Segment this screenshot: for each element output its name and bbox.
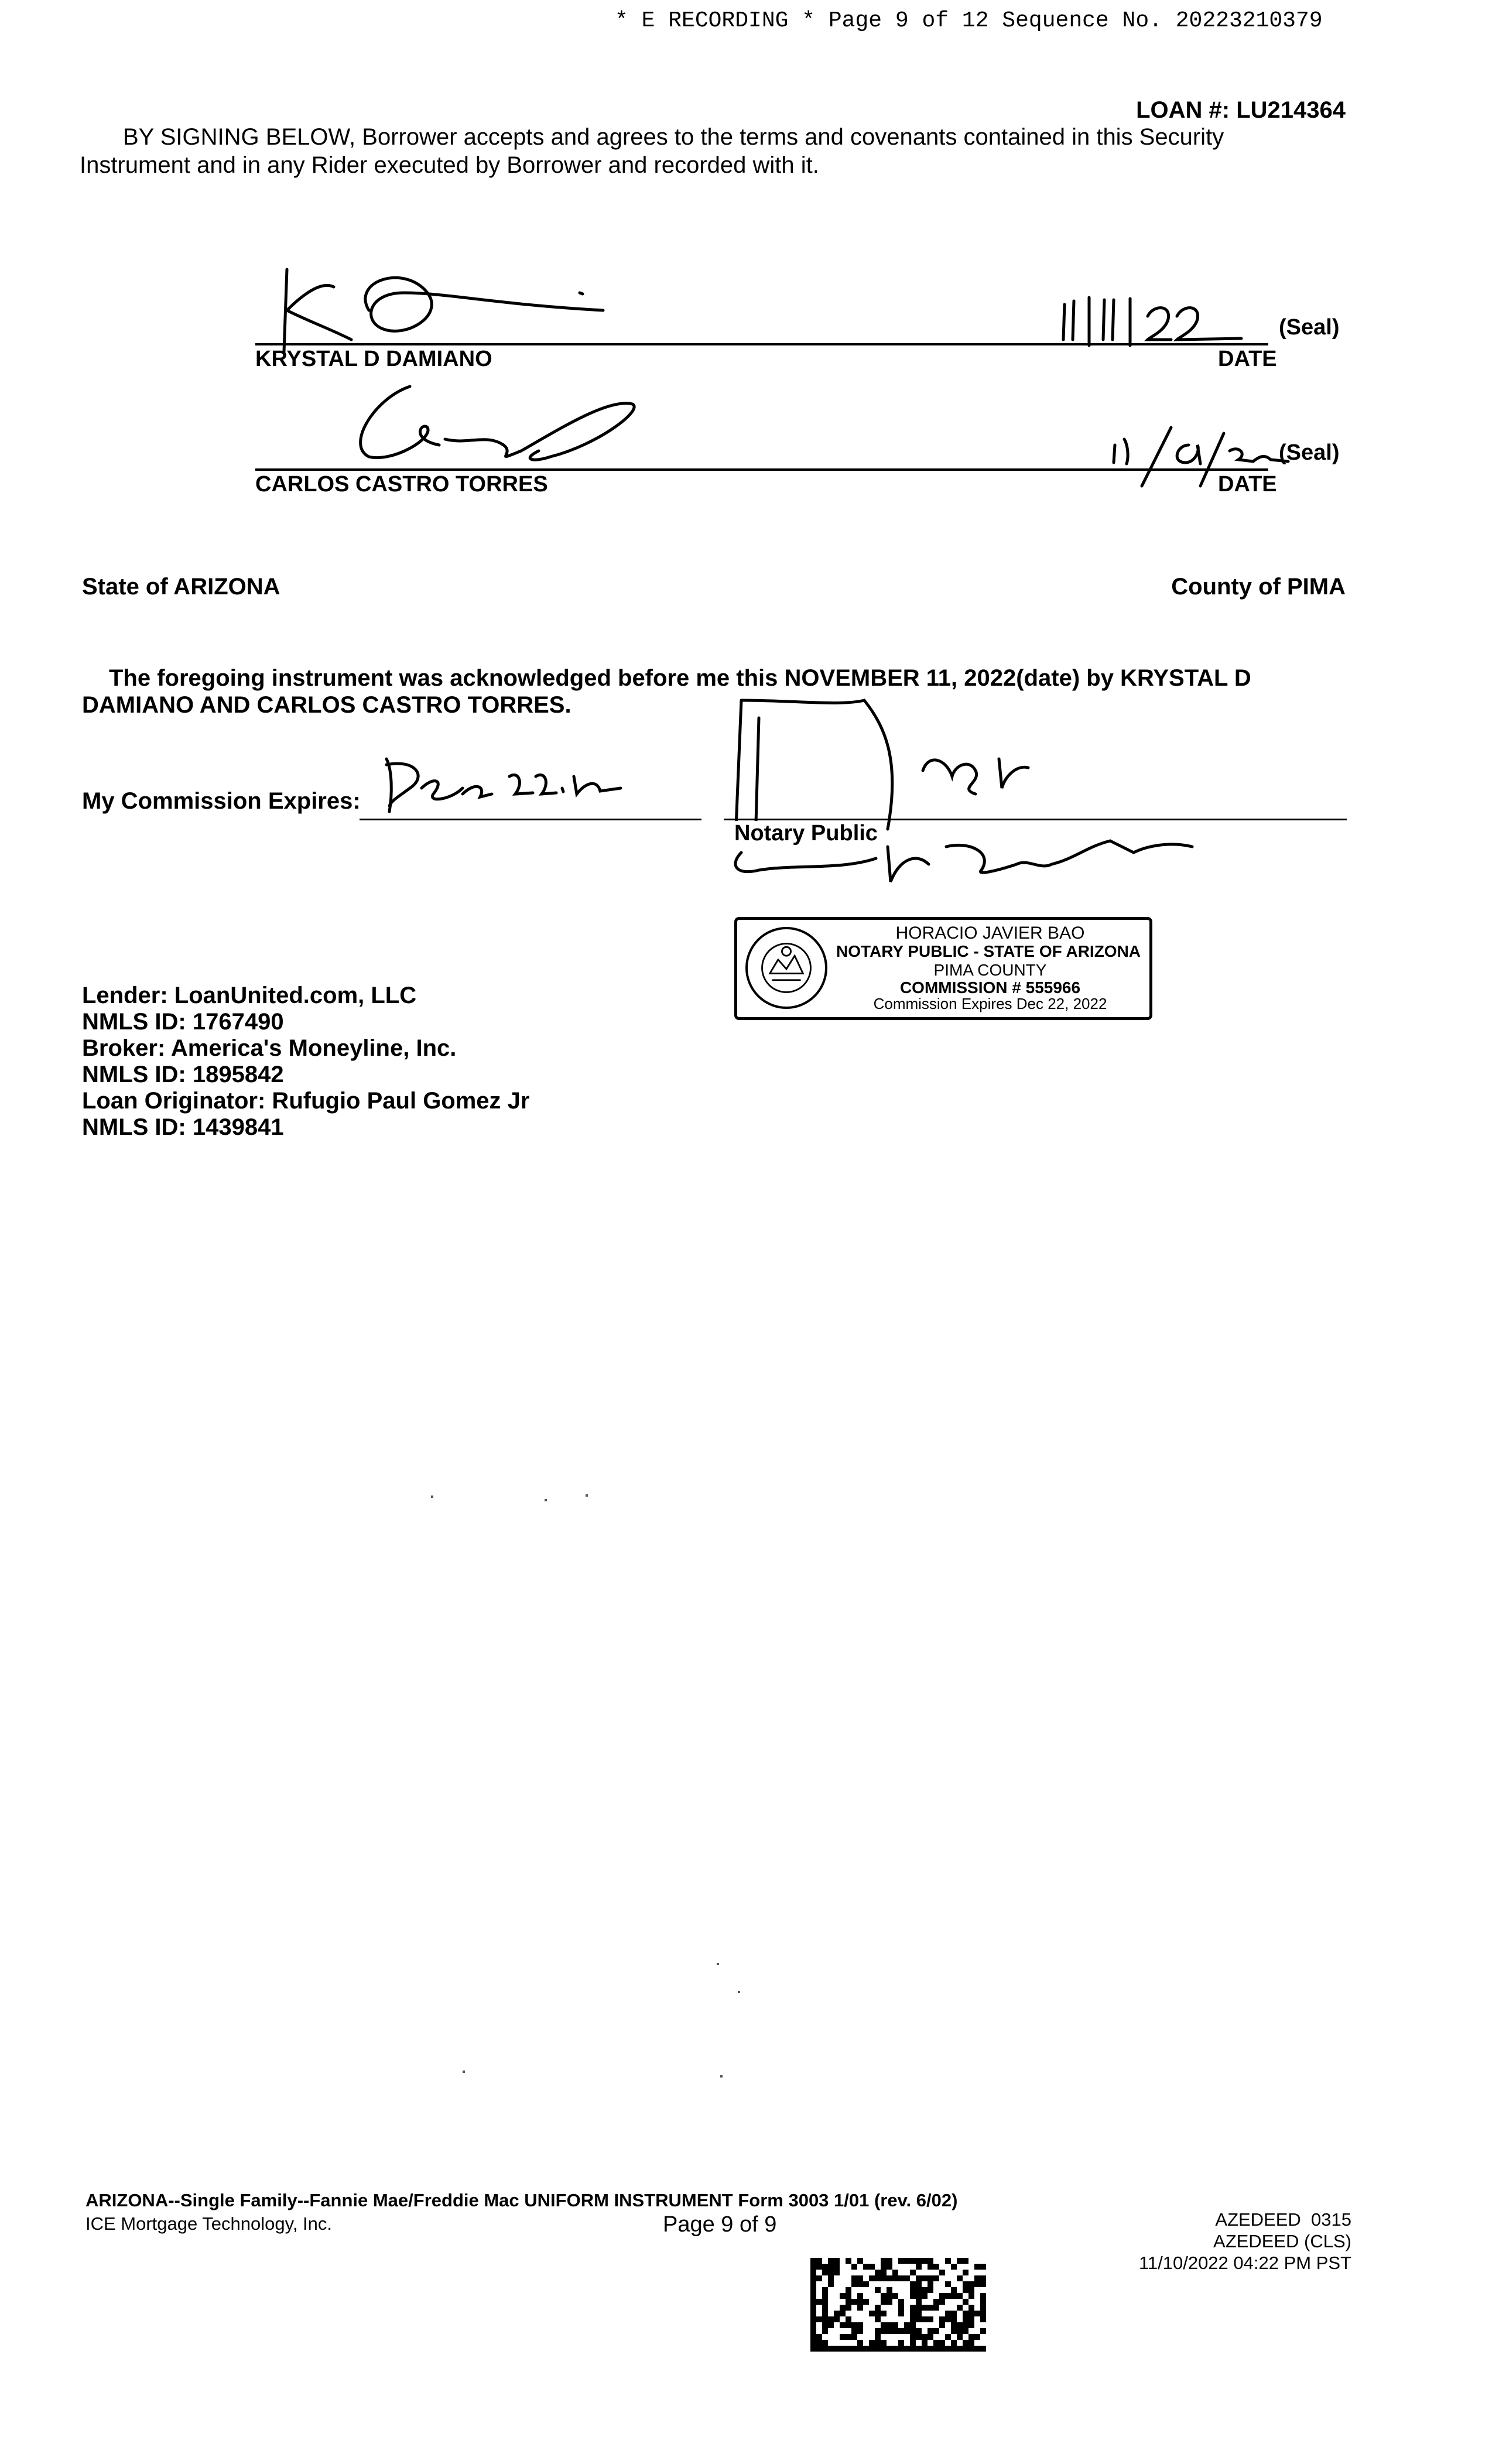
footer-page: Page 9 of 9	[663, 2212, 777, 2237]
footer-codes	[1139, 2209, 1351, 2274]
stamp-expires: Commission Expires Dec 22, 2022	[873, 995, 1107, 1012]
broker-name: Broker: America's Moneyline, Inc.	[82, 1035, 457, 1061]
seal-label-1: (Seal)	[1279, 315, 1340, 340]
scan-speck	[463, 2071, 465, 2073]
state-label: State of ARIZONA	[82, 574, 280, 600]
loan-originator: Loan Originator: Rufugio Paul Gomez Jr	[82, 1088, 530, 1114]
borrower-date-1	[1054, 293, 1241, 357]
notary-title: Notary Public	[732, 821, 880, 846]
date-label-1: DATE	[1218, 347, 1277, 371]
barcode-icon	[810, 2258, 986, 2352]
stamp-notary-name: HORACIO JAVIER BAO	[895, 923, 1085, 943]
stamp-county: PIMA COUNTY	[933, 961, 1047, 979]
scan-speck	[586, 1494, 588, 1497]
footer-form-line: ARIZONA--Single Family--Fannie Mae/Freddie Mac UNIFORM INSTRUMENT Form 3003 1/01 (rev. 6/02)	[85, 2190, 958, 2210]
loan-number: LOAN #: LU214364	[1136, 97, 1346, 123]
scan-speck	[738, 1991, 740, 1993]
acknowledgment-line-1: The foregoing instrument was acknowledged before me this NOVEMBER 11, 2022(date) by KRYSTAL D	[109, 665, 1251, 691]
footer-code-2: AZEDEED (CLS)	[1213, 2231, 1351, 2251]
signature-line-2	[255, 468, 1268, 471]
footer-timestamp: 11/10/2022 04:22 PM PST	[1138, 2253, 1351, 2273]
seal-label-2: (Seal)	[1279, 440, 1340, 465]
lender-name: Lender: LoanUnited.com, LLC	[82, 983, 417, 1008]
borrower-signature-2	[328, 375, 656, 468]
intro-line-2: Instrument and in any Rider executed by Borrower and recorded with it.	[80, 152, 819, 178]
footer-code-1: AZEDEED 0315	[1215, 2209, 1351, 2230]
scan-speck	[431, 1495, 433, 1498]
stamp-commission: COMMISSION # 555966	[899, 978, 1081, 997]
broker-nmls: NMLS ID: 1895842	[82, 1062, 284, 1087]
recording-header: * E RECORDING * Page 9 of 12 Sequence No. 20223210379	[615, 8, 1323, 33]
intro-line-1: BY SIGNING BELOW, Borrower accepts and agrees to the terms and covenants contained in this Security	[123, 124, 1224, 150]
notary-stamp	[734, 917, 1152, 1020]
date-label-2: DATE	[1218, 472, 1277, 497]
stamp-notary-title: NOTARY PUBLIC - STATE OF ARIZONA	[836, 942, 1141, 960]
footer-company: ICE Mortgage Technology, Inc.	[85, 2213, 333, 2234]
lender-nmls: NMLS ID: 1767490	[82, 1009, 284, 1035]
notary-signature-line	[724, 819, 1347, 820]
scan-speck	[717, 1963, 719, 1965]
scan-speck	[545, 1499, 547, 1501]
acknowledgment-line-2: DAMIANO AND CARLOS CASTRO TORRES.	[82, 692, 571, 718]
commission-handwritten-date	[375, 753, 621, 817]
notary-signature	[724, 694, 1239, 917]
originator-nmls: NMLS ID: 1439841	[82, 1114, 284, 1140]
arizona-seal-icon	[745, 927, 827, 1009]
commission-line	[360, 819, 701, 820]
signature-line-1	[255, 343, 1268, 345]
commission-expires-label: My Commission Expires:	[82, 788, 361, 814]
lender-info	[82, 983, 529, 1141]
borrower-name-2: CARLOS CASTRO TORRES	[255, 472, 548, 497]
scan-speck	[720, 2075, 723, 2078]
county-label: County of PIMA	[1171, 574, 1346, 600]
borrower-name-1: KRYSTAL D DAMIANO	[255, 347, 492, 371]
